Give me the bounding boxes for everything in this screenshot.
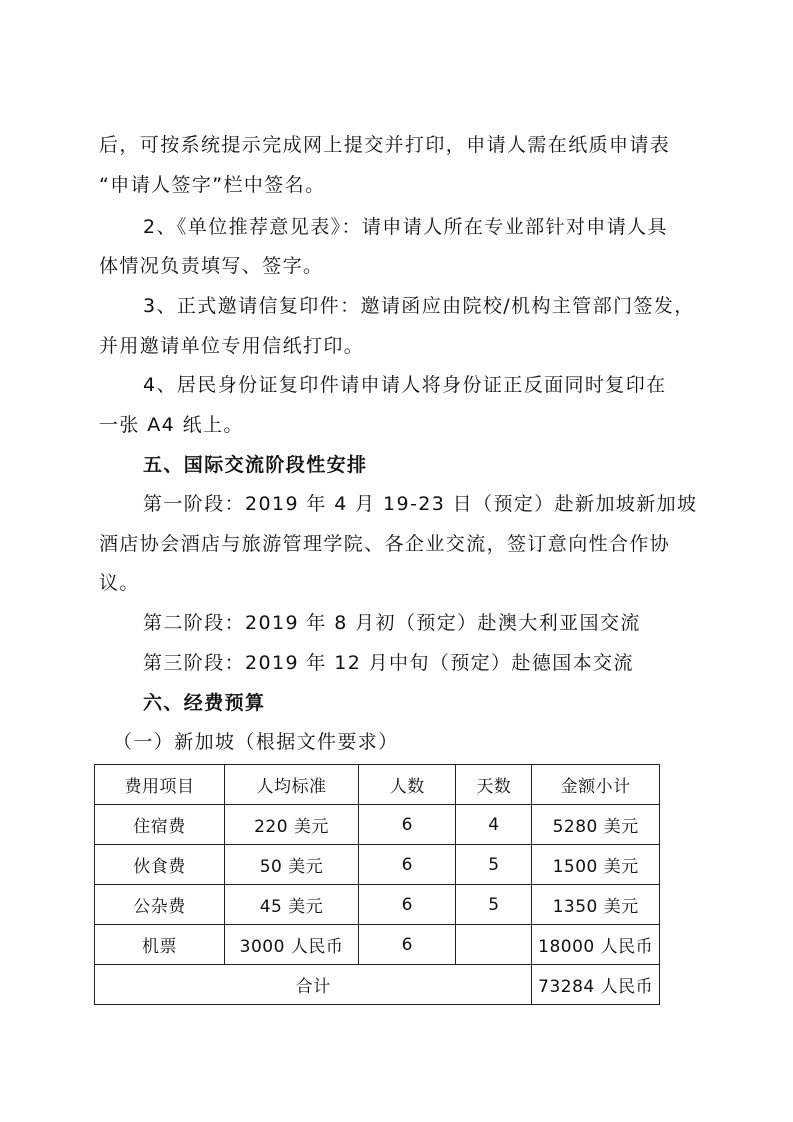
paragraph-line: 议。 (99, 572, 140, 594)
paragraph-line: 第二阶段：2019 年 8 月初（预定）赴澳大利亚国交流 (143, 612, 641, 634)
table-cell: 5 (456, 845, 532, 885)
table-cell: 220 美元 (224, 805, 358, 845)
table-cell: 6 (359, 885, 456, 925)
paragraph-line: 体情况负责填写、签字。 (99, 255, 324, 277)
paragraph-line: 后，可按系统提示完成网上提交并打印，申请人需在纸质申请表 (99, 134, 671, 156)
subsection-heading: （一）新加坡（根据文件要求） (113, 731, 399, 753)
table-cell: 公杂费 (95, 885, 225, 925)
table-header-row (95, 765, 660, 805)
table-row (95, 885, 660, 925)
table-cell: 住宿费 (95, 805, 225, 845)
table-cell (456, 925, 532, 965)
paragraph-line: 第一阶段：2019 年 4 月 19-23 日（预定）赴新加坡新加坡 (143, 493, 698, 515)
paragraph-line: “申请人签字”栏中签名。 (99, 174, 326, 196)
total-label-cell: 合计 (95, 965, 532, 1005)
table-header-cell: 金额小计 (532, 765, 660, 805)
table-header-cell: 天数 (456, 765, 532, 805)
table-row (95, 925, 660, 965)
table-cell: 1500 美元 (532, 845, 660, 885)
section-heading: 六、经费预算 (143, 692, 266, 714)
table-cell: 伙食费 (95, 845, 225, 885)
table-row (95, 845, 660, 885)
paragraph-line: 第三阶段：2019 年 12 月中旬（预定）赴德国本交流 (143, 652, 634, 674)
table-header-cell: 人均标准 (224, 765, 358, 805)
paragraph-line: 一张 A4 纸上。 (99, 414, 244, 436)
table-cell: 6 (359, 845, 456, 885)
table-header-cell: 费用项目 (95, 765, 225, 805)
budget-table (94, 764, 660, 1005)
paragraph-line: 酒店协会酒店与旅游管理学院、各企业交流，签订意向性合作协 (99, 533, 671, 555)
table-cell: 5 (456, 885, 532, 925)
table-cell: 6 (359, 805, 456, 845)
table-cell: 6 (359, 925, 456, 965)
table-row (95, 805, 660, 845)
table-cell: 18000 人民币 (532, 925, 660, 965)
table-cell: 45 美元 (224, 885, 358, 925)
total-value-cell: 73284 人民币 (532, 965, 660, 1005)
table-header-cell: 人数 (359, 765, 456, 805)
paragraph-line: 4、居民身份证复印件请申请人将身份证正反面同时复印在 (143, 374, 667, 396)
section-heading: 五、国际交流阶段性安排 (143, 454, 368, 476)
table-cell: 1350 美元 (532, 885, 660, 925)
table-cell: 机票 (95, 925, 225, 965)
table-cell: 50 美元 (224, 845, 358, 885)
paragraph-line: 并用邀请单位专用信纸打印。 (99, 335, 365, 357)
table-cell: 4 (456, 805, 532, 845)
table-cell: 5280 美元 (532, 805, 660, 845)
paragraph-line: 3、正式邀请信复印件：邀请函应由院校/机构主管部门签发， (143, 295, 695, 317)
table-cell: 3000 人民币 (224, 925, 358, 965)
table-total-row (95, 965, 660, 1005)
paragraph-line: 2、《单位推荐意见表》：请申请人所在专业部针对申请人具 (143, 216, 668, 238)
